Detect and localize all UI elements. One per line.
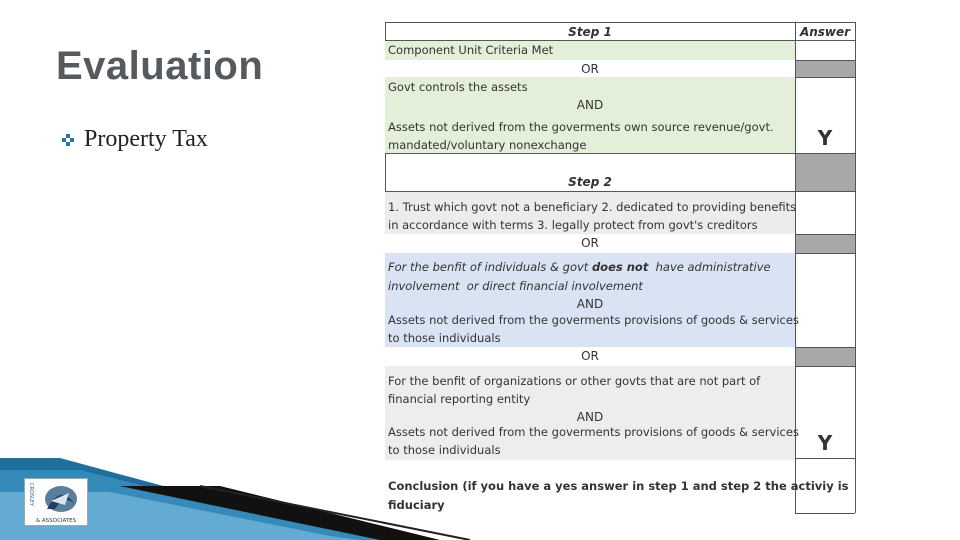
goods-organizations-line2: to those individuals xyxy=(388,443,501,457)
and-connector: AND xyxy=(576,297,604,311)
slide-title: Evaluation xyxy=(56,44,264,88)
organizations-line1: For the benfit of organizations or other govts that are not part of xyxy=(388,374,761,388)
answer-header: Answer xyxy=(799,25,851,39)
component-unit-text: Component Unit Criteria Met xyxy=(388,43,554,57)
svg-text:CROSLEY: CROSLEY xyxy=(28,483,34,507)
goods-individuals-line2: to those individuals xyxy=(388,331,501,345)
and-connector: AND xyxy=(576,410,604,424)
logo-mark-icon xyxy=(25,479,87,525)
table-border xyxy=(385,191,855,192)
answer-gray-cell xyxy=(795,153,855,191)
step1-header: Step 1 xyxy=(568,25,612,39)
and-connector: AND xyxy=(576,98,604,112)
conclusion-line2: fiduciary xyxy=(388,498,445,512)
table-border xyxy=(855,22,856,513)
table-border xyxy=(795,458,855,459)
conclusion-line1: Conclusion (if you have a yes answer in step 1 and step 2 the activiy is xyxy=(388,479,849,493)
table-border xyxy=(795,77,855,78)
or-connector: OR xyxy=(581,349,599,363)
benefit-individuals-post: have administrative xyxy=(648,260,771,274)
svg-text:& ASSOCIATES: & ASSOCIATES xyxy=(35,518,77,524)
trust-text-line1: 1. Trust which govt not a beneficiary 2. dedicated to providing benefits xyxy=(388,200,797,214)
benefit-individuals-pre: For the benfit of individuals & govt xyxy=(388,260,592,274)
answer-y-step2: Y xyxy=(817,431,833,455)
bullet-text: Property Tax xyxy=(84,126,208,152)
benefit-individuals-bold: does not xyxy=(591,260,649,274)
answer-gray-cell xyxy=(795,347,855,366)
benefit-individuals-line1 xyxy=(388,258,771,276)
goods-individuals-line1: Assets not derived from the goverments provisions of goods & services xyxy=(388,313,799,327)
organizations-line2: financial reporting entity xyxy=(388,392,531,406)
trust-text-line2: in accordance with terms 3. legally protect from govt's creditors xyxy=(388,218,758,232)
benefit-individuals-line2: involvement or direct financial involvement xyxy=(388,279,643,293)
govt-controls-text: Govt controls the assets xyxy=(388,80,528,94)
answer-gray-cell xyxy=(795,234,855,253)
assets-text-line2: mandated/voluntary nonexchange xyxy=(388,138,587,152)
assets-text-line1: Assets not derived from the goverments own source revenue/govt. xyxy=(388,120,774,134)
step2-header: Step 2 xyxy=(568,175,612,189)
table-border xyxy=(795,60,855,61)
goods-organizations-line1: Assets not derived from the goverments provisions of goods & services xyxy=(388,425,799,439)
table-border xyxy=(795,234,855,235)
company-logo xyxy=(24,478,88,526)
table-border xyxy=(795,366,855,367)
or-connector: OR xyxy=(581,62,599,76)
table-border xyxy=(795,253,855,254)
answer-y-step1: Y xyxy=(817,126,833,150)
table-border xyxy=(795,513,855,514)
answer-gray-cell xyxy=(795,60,855,77)
table-border xyxy=(795,347,855,348)
or-connector: OR xyxy=(581,236,599,250)
